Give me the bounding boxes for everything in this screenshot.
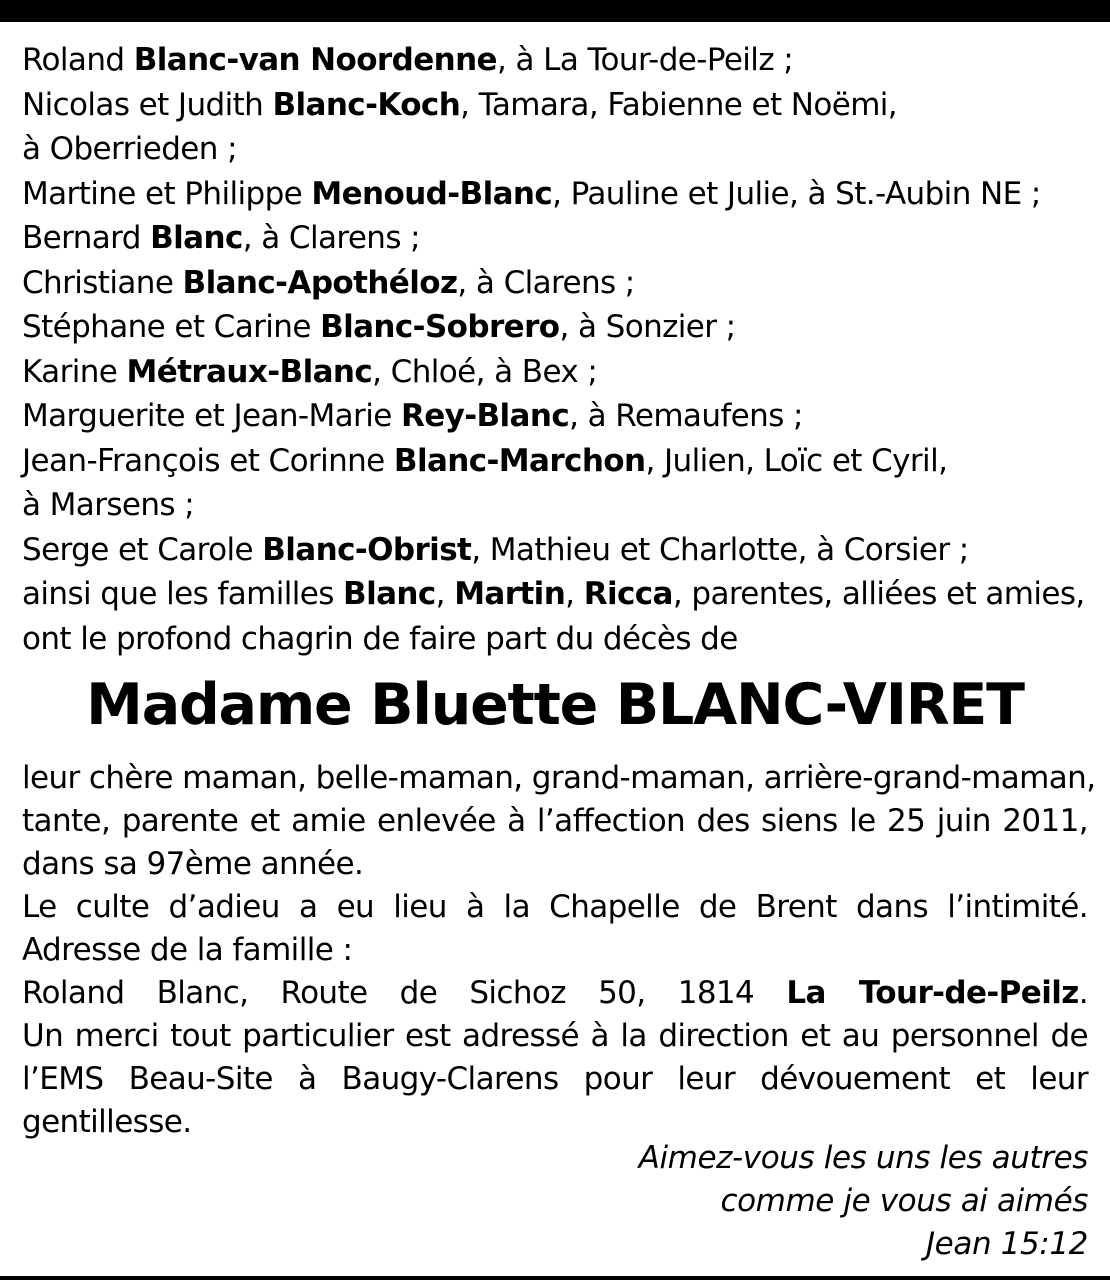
- mourner-line: Marguerite et Jean-Marie Rey-Blanc, à Remaufens ;: [22, 398, 803, 434]
- body-line: leur chère maman, belle-maman, grand-maman, arrière-grand-maman,: [22, 760, 1096, 796]
- mourner-line: à Oberrieden ;: [22, 131, 237, 167]
- family-name: Blanc: [343, 576, 436, 612]
- mourner-line: Stéphane et Carine Blanc-Sobrero, à Sonzier ;: [22, 309, 736, 345]
- mourner-line: à Marsens ;: [22, 487, 195, 523]
- thanks-line: Un merci tout particulier est adressé à la direction et au personnel de: [22, 1018, 1088, 1054]
- quote-reference: Jean 15:12: [925, 1226, 1088, 1262]
- body-line: dans sa 97ème année.: [22, 846, 364, 882]
- family-name: Blanc-Obrist: [262, 531, 472, 568]
- quote-line: Aimez-vous les uns les autres: [638, 1140, 1088, 1176]
- family-name: Métraux-Blanc: [126, 353, 373, 390]
- family-name: Blanc: [150, 220, 243, 256]
- body-line: tante, parente et amie enlevée à l’affection des siens le 25 juin 2011,: [22, 803, 1088, 839]
- address-label: Adresse de la famille :: [22, 932, 353, 968]
- family-name: Ricca: [583, 576, 673, 612]
- address-town: La Tour-de-Peilz: [786, 975, 1079, 1011]
- thanks-line: gentillesse.: [22, 1104, 192, 1140]
- notice-body: [22, 757, 1096, 1144]
- family-name: Rey-Blanc: [400, 398, 570, 434]
- families-line: ainsi que les familles Blanc, Martin, Ricca, parentes, alliées et amies,: [22, 576, 1085, 612]
- family-name: Blanc-van Noordenne: [133, 42, 497, 78]
- mourner-line: Bernard Blanc, à Clarens ;: [22, 220, 420, 256]
- mourner-line: Karine Métraux-Blanc, Chloé, à Bex ;: [22, 353, 598, 390]
- mourner-line: Christiane Blanc-Apothéloz, à Clarens ;: [22, 264, 635, 301]
- family-name: Blanc-Marchon: [393, 442, 646, 479]
- mourners-list: [22, 38, 1088, 661]
- family-name: Martin: [454, 576, 566, 612]
- mourner-line: Jean-François et Corinne Blanc-Marchon, Julien, Loïc et Cyril,: [22, 442, 948, 479]
- family-name: Menoud-Blanc: [311, 175, 553, 212]
- deceased-name: Madame Bluette BLANC-VIRET: [86, 672, 1024, 738]
- mourner-line: Roland Blanc-van Noordenne, à La Tour-de-Peilz ;: [22, 42, 794, 78]
- mourner-line: Nicolas et Judith Blanc-Koch, Tamara, Fabienne et Noëmi,: [22, 86, 898, 123]
- family-name: Blanc-Sobrero: [320, 309, 560, 345]
- family-name: Blanc-Koch: [272, 86, 461, 123]
- family-address: Roland Blanc, Route de Sichoz 50, 1814 La Tour-de-Peilz.: [22, 975, 1088, 1011]
- bottom-rule: [0, 1276, 1110, 1280]
- mourner-line: Serge et Carole Blanc-Obrist, Mathieu et Charlotte, à Corsier ;: [22, 531, 969, 568]
- family-name: Blanc-Apothéloz: [182, 264, 458, 301]
- thanks-line: l’EMS Beau-Site à Baugy-Clarens pour leur dévouement et leur: [22, 1061, 1088, 1097]
- announce-line: ont le profond chagrin de faire part du décès de: [22, 620, 738, 657]
- ceremony-line: Le culte d’adieu a eu lieu à la Chapelle de Brent dans l’intimité.: [22, 889, 1088, 925]
- mourner-line: Martine et Philippe Menoud-Blanc, Pauline et Julie, à St.-Aubin NE ;: [22, 175, 1041, 212]
- bible-quote: [639, 1137, 1088, 1266]
- top-rule: [0, 0, 1110, 22]
- quote-line: comme je vous ai aimés: [720, 1183, 1088, 1219]
